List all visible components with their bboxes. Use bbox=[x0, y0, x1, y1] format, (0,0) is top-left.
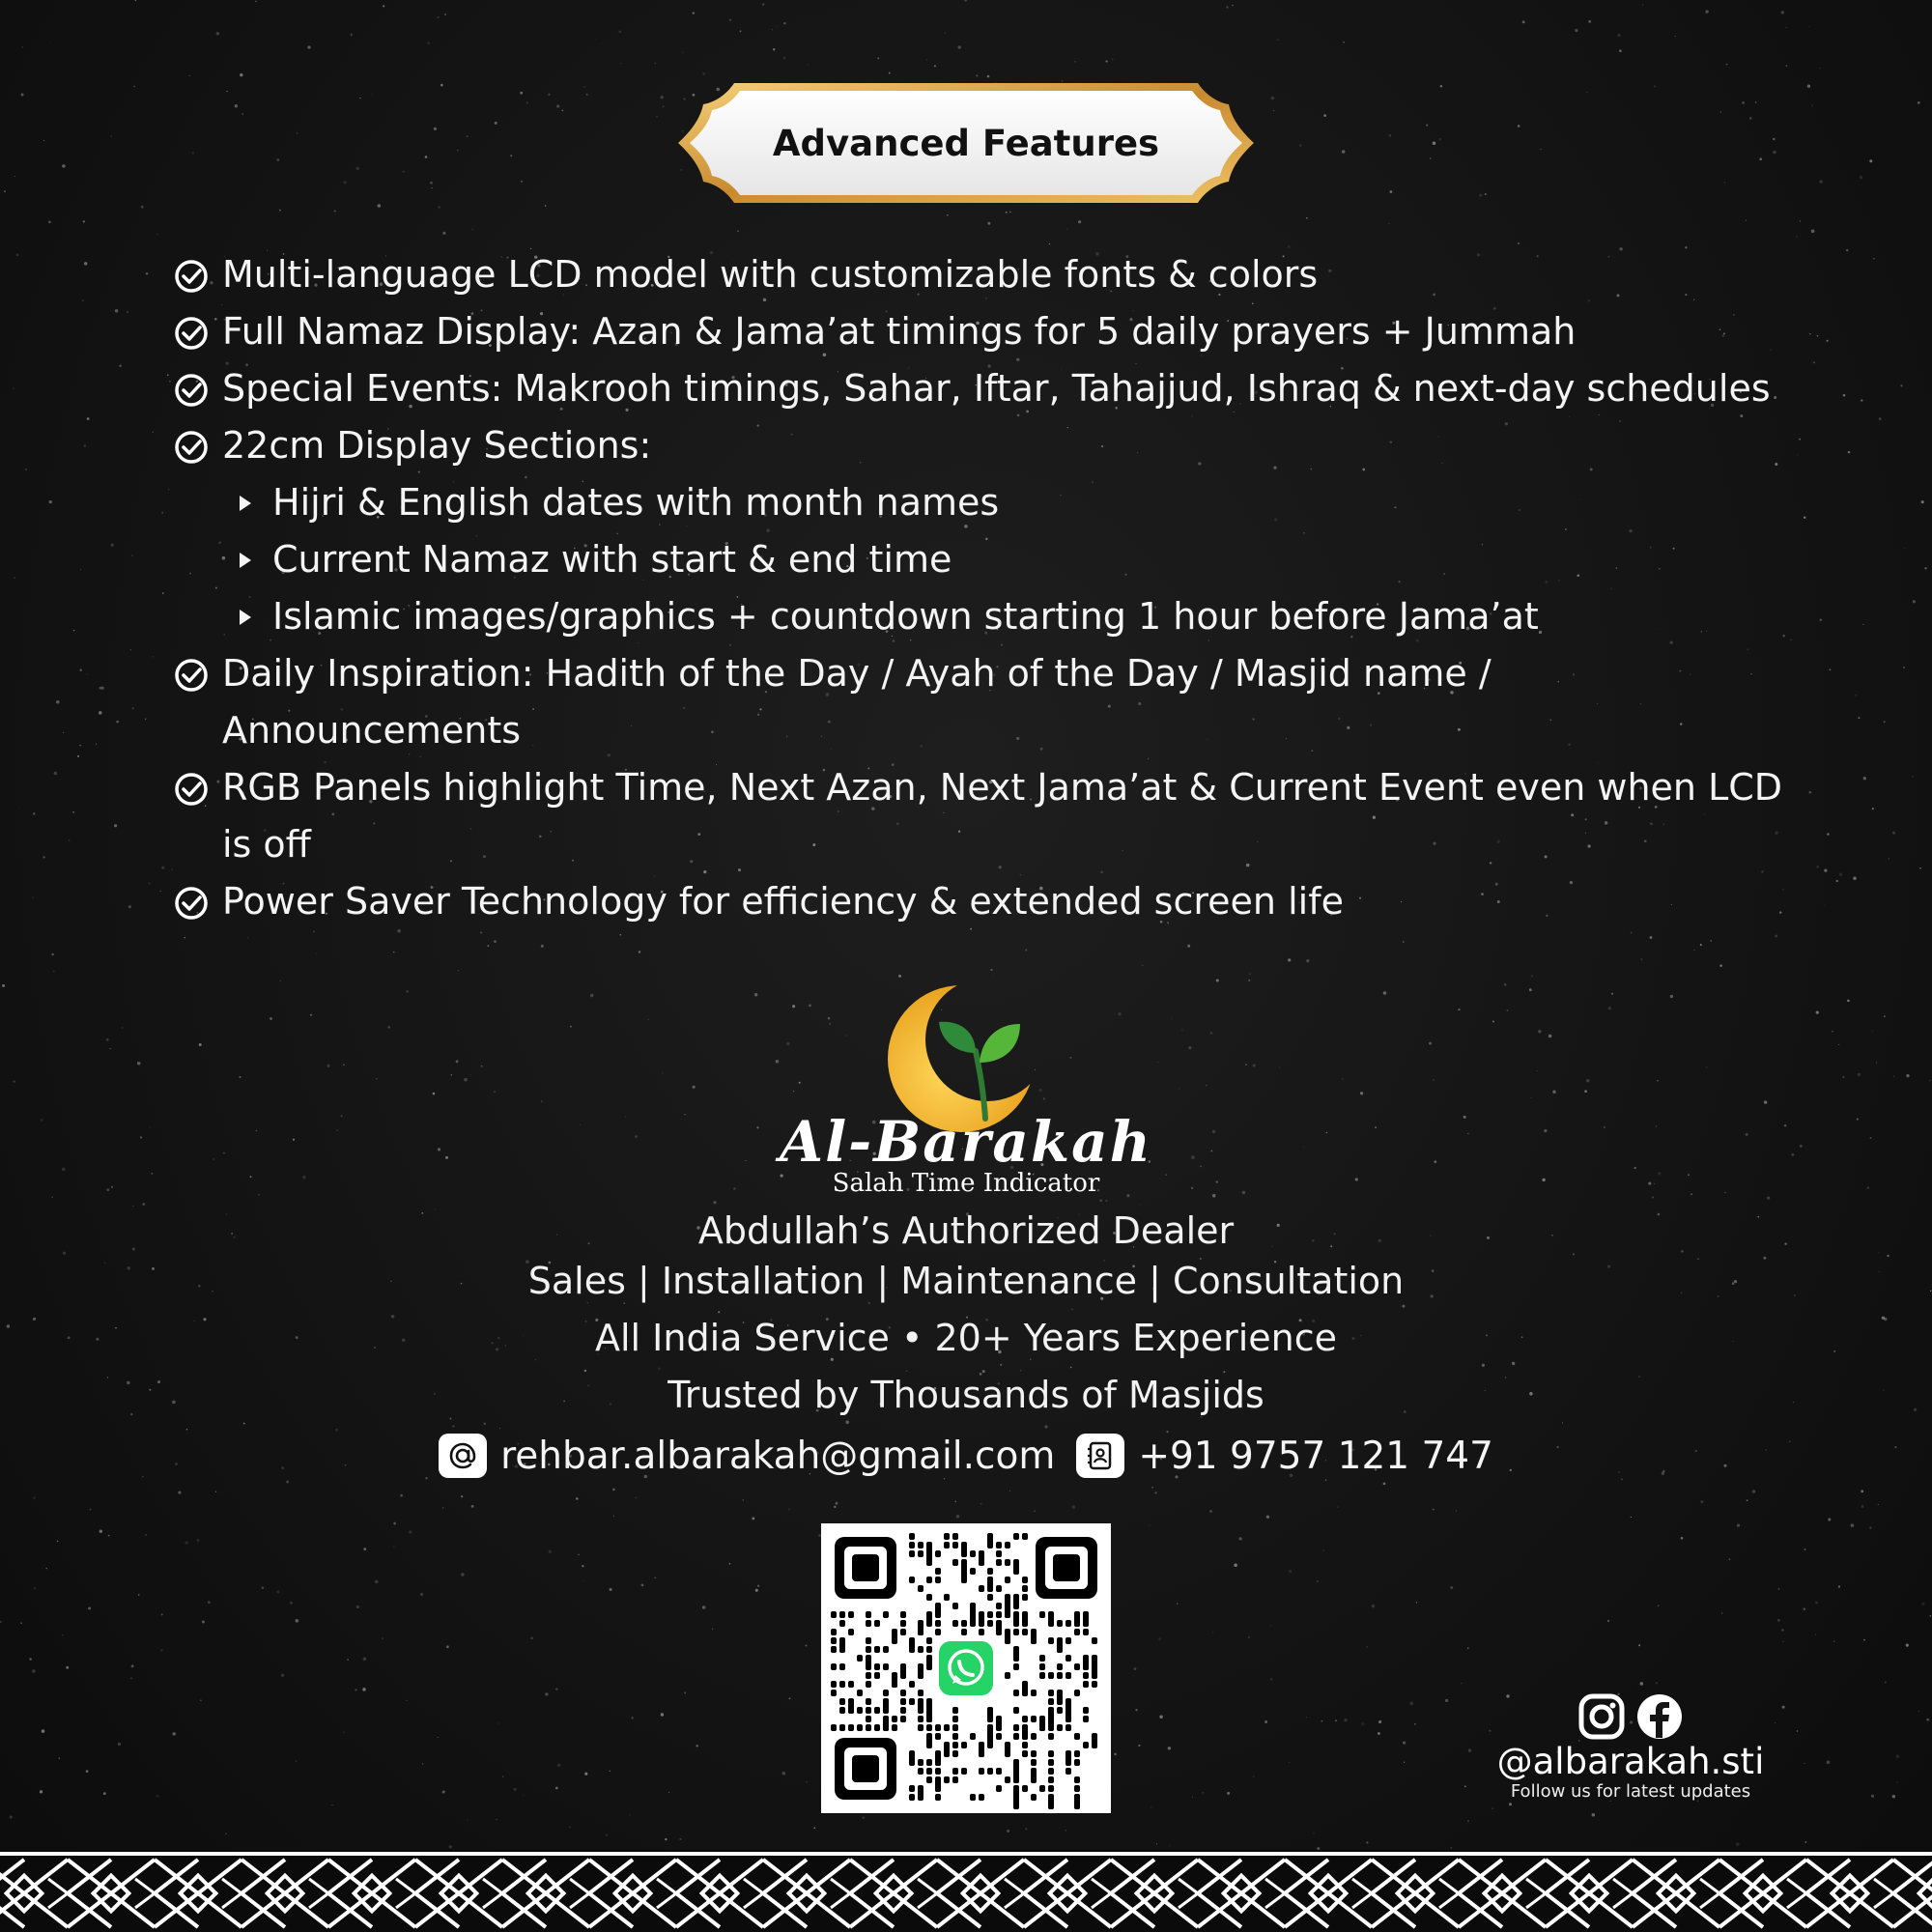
whatsapp-qr-code[interactable] bbox=[821, 1523, 1111, 1813]
section-title: Advanced Features bbox=[772, 122, 1160, 164]
check-circle-icon bbox=[174, 373, 209, 408]
triangle-bullet-icon bbox=[240, 496, 251, 511]
at-icon bbox=[439, 1434, 487, 1478]
sub-feature-item bbox=[172, 588, 1795, 645]
dealer-services: Sales | Installation | Maintenance | Consultation bbox=[527, 1260, 1405, 1302]
feature-item bbox=[172, 360, 1795, 417]
feature-text: 22cm Display Sections: bbox=[222, 424, 652, 467]
triangle-bullet-icon bbox=[240, 610, 251, 625]
feature-list bbox=[172, 246, 1795, 930]
feature-item bbox=[172, 759, 1795, 873]
feature-item bbox=[172, 417, 1795, 474]
follow-note: Follow us for latest updates bbox=[1510, 1781, 1751, 1802]
check-circle-icon bbox=[174, 259, 209, 294]
check-circle-icon bbox=[174, 316, 209, 351]
feature-text: Full Namaz Display: Azan & Jama’at timings for 5 daily prayers + Jummah bbox=[222, 310, 1577, 353]
feature-text: Multi-language LCD model with customizable fonts & colors bbox=[222, 253, 1319, 296]
check-circle-icon bbox=[174, 886, 209, 921]
sub-feature-text: Hijri & English dates with month names bbox=[272, 481, 1000, 524]
dealer-title: Abdullah’s Authorized Dealer bbox=[697, 1209, 1235, 1252]
contact-email[interactable]: rehbar.albarakah@gmail.com bbox=[500, 1434, 1056, 1478]
facebook-icon[interactable] bbox=[1635, 1692, 1684, 1741]
triangle-bullet-icon bbox=[240, 553, 251, 568]
feature-item bbox=[172, 645, 1795, 759]
feature-text: RGB Panels highlight Time, Next Azan, Next Jama’at & Current Event even when LCD is off bbox=[222, 766, 1783, 866]
sub-feature-text: Islamic images/graphics + countdown starting 1 hour before Jama’at bbox=[272, 595, 1539, 638]
contact-phone[interactable]: +91 9757 121 747 bbox=[1138, 1434, 1493, 1478]
check-circle-icon bbox=[174, 658, 209, 693]
check-circle-icon bbox=[174, 430, 209, 465]
feature-text: Daily Inspiration: Hadith of the Day / Ayah of the Day / Masjid name / Announcements bbox=[222, 652, 1492, 752]
feature-item bbox=[172, 303, 1795, 360]
social-handle[interactable]: @albarakah.sti bbox=[1496, 1741, 1765, 1782]
sub-feature-item bbox=[172, 474, 1795, 531]
dealer-trust: Trusted by Thousands of Masjids bbox=[668, 1374, 1264, 1416]
feature-text: Power Saver Technology for efficiency & extended screen life bbox=[222, 880, 1344, 923]
feature-item bbox=[172, 246, 1795, 303]
dealer-coverage: All India Service • 20+ Years Experience bbox=[594, 1317, 1338, 1359]
brand-tagline: Salah Time Indicator bbox=[832, 1169, 1100, 1198]
feature-item bbox=[172, 873, 1795, 930]
geometric-border-pattern bbox=[0, 1850, 1932, 1932]
check-circle-icon bbox=[174, 772, 209, 807]
feature-text: Special Events: Makrooh timings, Sahar, Iftar, Tahajjud, Ishraq & next-day schedules bbox=[222, 367, 1771, 410]
instagram-icon[interactable] bbox=[1577, 1692, 1626, 1741]
whatsapp-icon bbox=[939, 1641, 993, 1695]
sub-feature-item bbox=[172, 531, 1795, 588]
contact-row bbox=[290, 1434, 1642, 1478]
brand-name: Al-Barakah bbox=[780, 1109, 1152, 1175]
phone-book-icon bbox=[1076, 1434, 1124, 1478]
sub-feature-text: Current Namaz with start & end time bbox=[272, 538, 952, 581]
social-block bbox=[1495, 1692, 1766, 1803]
